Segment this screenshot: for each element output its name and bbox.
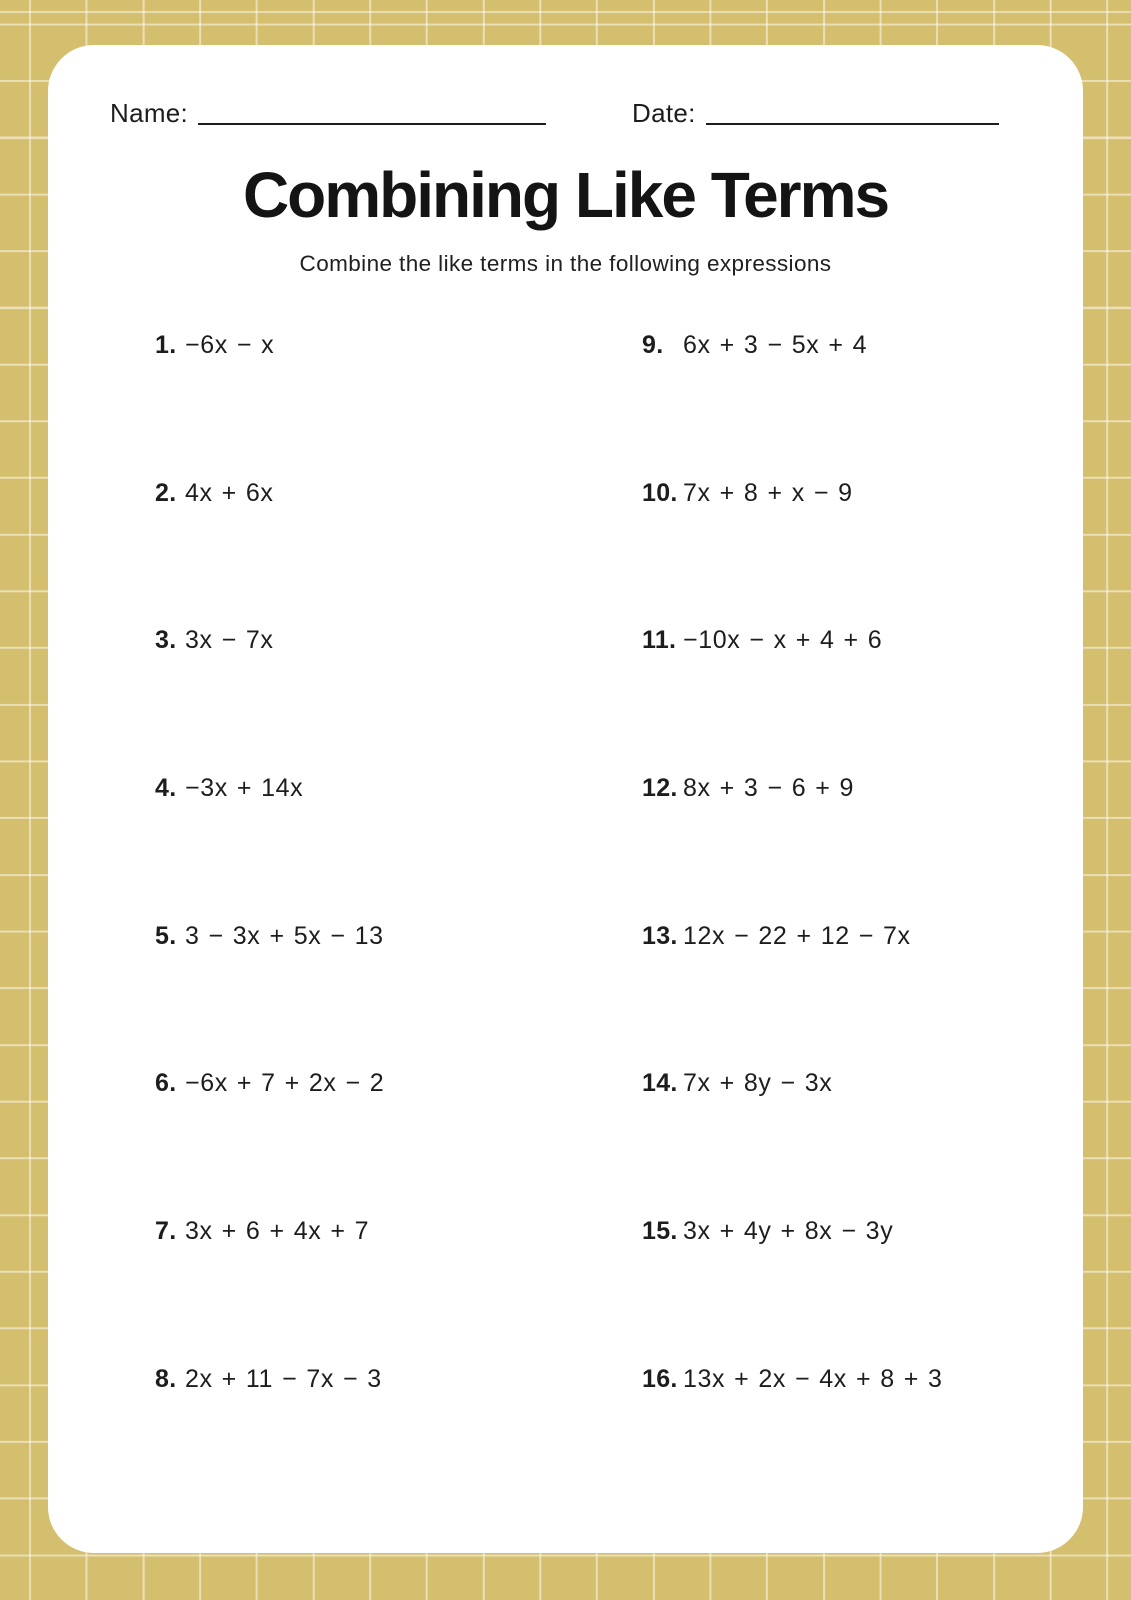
problem-row — [155, 1065, 642, 1213]
problem-row — [642, 918, 1002, 1066]
worksheet-card — [48, 45, 1083, 1553]
problem-row — [642, 475, 1002, 623]
page-title: Combining Like Terms — [242, 159, 889, 231]
problem-row — [642, 1065, 1002, 1213]
problem-row — [642, 1361, 1002, 1509]
problem-number: 5. — [155, 921, 177, 950]
problem-number: 14. — [642, 1069, 678, 1098]
name-blank-line — [198, 101, 546, 125]
problem-expression: 8x + 3 − 6 + 9 — [683, 774, 854, 803]
problem-number: 16. — [642, 1364, 678, 1393]
name-label: Name: — [110, 98, 189, 128]
date-field — [632, 97, 999, 130]
problem-expression: 2x + 11 − 7x − 3 — [185, 1364, 382, 1393]
problem-expression: 3x − 7x — [185, 626, 274, 655]
problem-number: 1. — [155, 331, 177, 359]
problem-expression: −10x − x + 4 + 6 — [683, 626, 883, 655]
problem-row — [642, 622, 1002, 770]
date-blank-line — [706, 101, 999, 125]
problem-row — [642, 327, 1002, 475]
page-subtitle: Combine the like terms in the following expressions — [299, 251, 832, 276]
problem-expression: −6x + 7 + 2x − 2 — [185, 1069, 385, 1098]
problem-number: 9. — [642, 331, 664, 359]
problem-expression: 7x + 8 + x − 9 — [683, 478, 853, 507]
problem-row — [155, 1361, 642, 1509]
problem-number: 4. — [155, 774, 177, 803]
problem-number: 11. — [642, 626, 677, 655]
problem-expression: −3x + 14x — [185, 774, 304, 803]
problem-expression: 4x + 6x — [185, 478, 274, 507]
problem-row — [155, 918, 642, 1066]
problem-row — [155, 622, 642, 770]
problem-number: 12. — [642, 774, 678, 803]
problems-grid — [155, 327, 1002, 1509]
problem-number: 6. — [155, 1069, 177, 1098]
problem-expression: 12x − 22 + 12 − 7x — [683, 921, 911, 950]
problem-expression: 3x + 4y + 8x − 3y — [683, 1217, 894, 1246]
problem-row — [155, 1213, 642, 1361]
problem-row — [642, 1213, 1002, 1361]
problem-expression: 3 − 3x + 5x − 13 — [185, 921, 384, 950]
problem-number: 15. — [642, 1217, 678, 1246]
problem-number: 2. — [155, 478, 177, 507]
problem-number: 10. — [642, 478, 678, 507]
problem-expression: −6x − x — [185, 331, 275, 359]
problem-row — [155, 770, 642, 918]
problem-number: 3. — [155, 626, 177, 655]
problem-row — [155, 475, 642, 623]
date-label: Date: — [632, 98, 696, 128]
problem-row — [642, 770, 1002, 918]
problem-number: 8. — [155, 1364, 177, 1393]
problem-row — [155, 327, 642, 475]
problem-number: 7. — [155, 1217, 177, 1246]
problem-expression: 3x + 6 + 4x + 7 — [185, 1217, 370, 1246]
problem-expression: 7x + 8y − 3x — [683, 1069, 833, 1098]
name-field — [110, 97, 546, 130]
problem-expression: 6x + 3 − 5x + 4 — [683, 331, 868, 359]
problem-expression: 13x + 2x − 4x + 8 + 3 — [683, 1364, 943, 1393]
problem-number: 13. — [642, 921, 678, 950]
